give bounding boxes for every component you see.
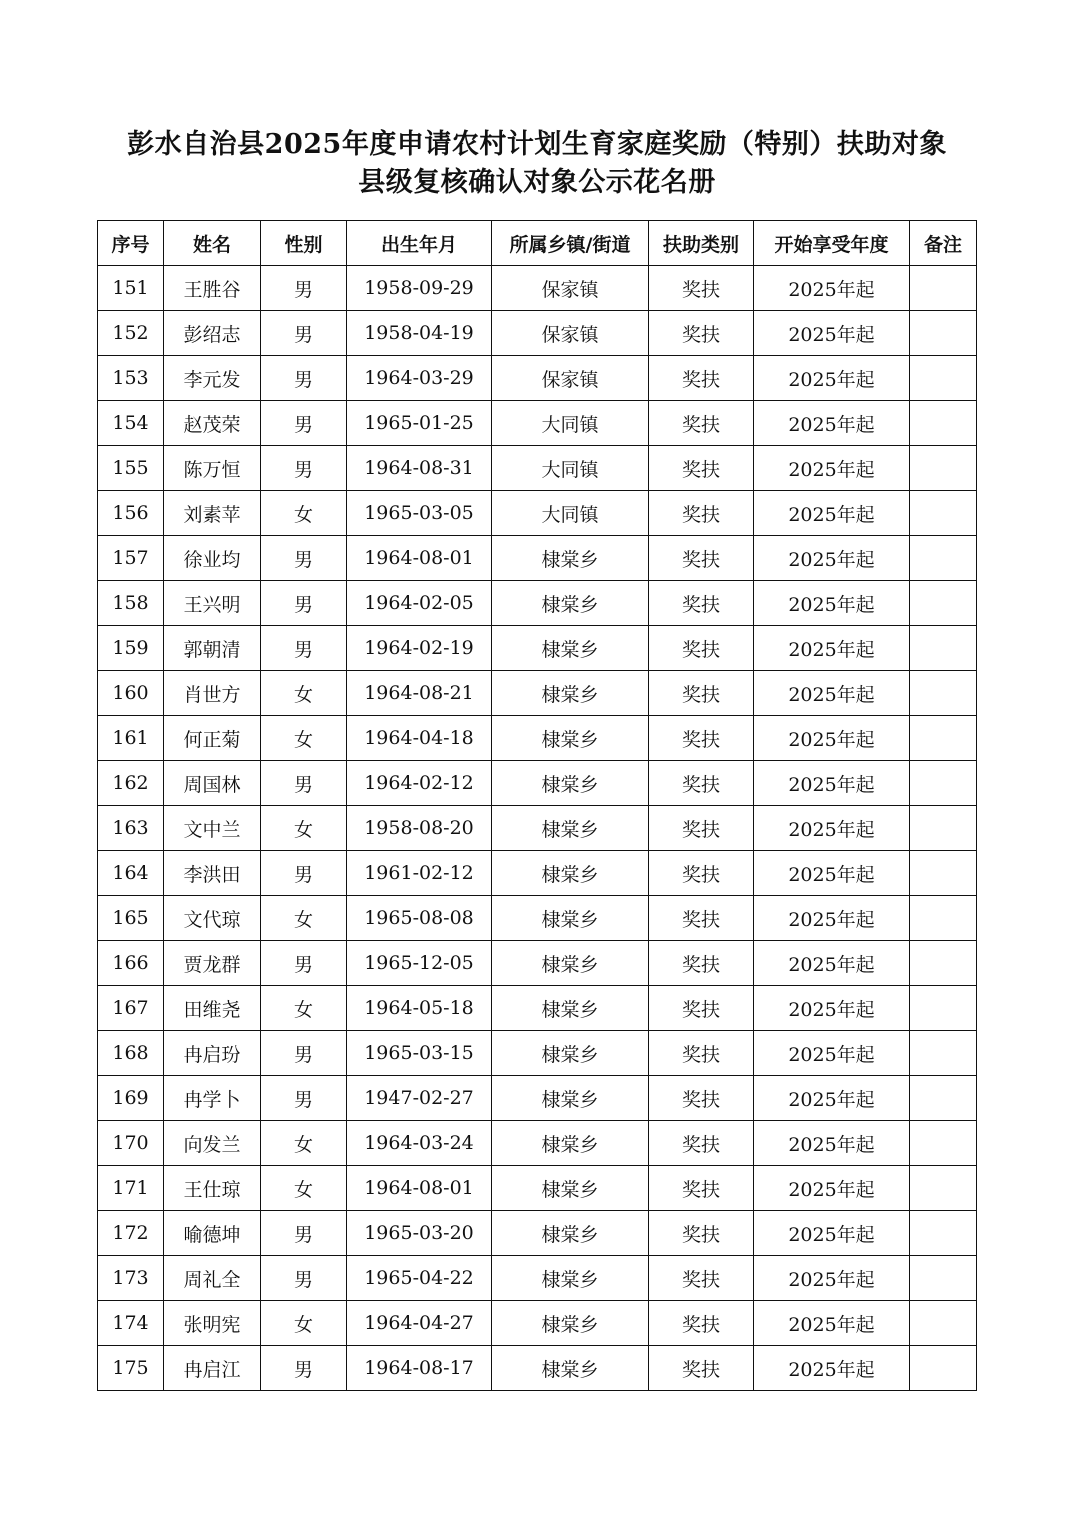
cell-start-year: 2025年起 [754,716,910,761]
cell-remarks [910,626,977,671]
cell-name: 彭绍志 [164,311,261,356]
cell-name: 周礼全 [164,1256,261,1301]
cell-index: 159 [98,626,164,671]
cell-gender: 女 [261,1121,347,1166]
cell-township: 保家镇 [492,311,649,356]
cell-remarks [910,356,977,401]
cell-index: 162 [98,761,164,806]
cell-start-year: 2025年起 [754,1166,910,1211]
cell-index: 154 [98,401,164,446]
table-row [98,1346,977,1391]
cell-birth-date: 1958-04-19 [347,311,492,356]
cell-start-year: 2025年起 [754,1211,910,1256]
cell-gender: 男 [261,266,347,311]
cell-index: 170 [98,1121,164,1166]
table-row [98,851,977,896]
cell-birth-date: 1965-08-08 [347,896,492,941]
header-row [98,221,977,266]
cell-remarks [910,806,977,851]
cell-township: 棣棠乡 [492,626,649,671]
cell-remarks [910,671,977,716]
cell-birth-date: 1965-03-15 [347,1031,492,1076]
cell-name: 文中兰 [164,806,261,851]
cell-township: 棣棠乡 [492,896,649,941]
header-aid-type: 扶助类别 [649,221,754,266]
cell-name: 文代琼 [164,896,261,941]
cell-remarks [910,581,977,626]
cell-township: 棣棠乡 [492,986,649,1031]
table-row [98,491,977,536]
table-row [98,626,977,671]
cell-name: 冉学卜 [164,1076,261,1121]
cell-remarks [910,1076,977,1121]
cell-birth-date: 1964-03-24 [347,1121,492,1166]
cell-aid-type: 奖扶 [649,266,754,311]
cell-index: 172 [98,1211,164,1256]
cell-remarks [910,851,977,896]
cell-index: 168 [98,1031,164,1076]
cell-aid-type: 奖扶 [649,1076,754,1121]
cell-remarks [910,446,977,491]
cell-name: 田维尧 [164,986,261,1031]
cell-start-year: 2025年起 [754,266,910,311]
cell-aid-type: 奖扶 [649,941,754,986]
header-birth-date: 出生年月 [347,221,492,266]
cell-township: 保家镇 [492,356,649,401]
cell-gender: 女 [261,806,347,851]
cell-township: 保家镇 [492,266,649,311]
cell-index: 157 [98,536,164,581]
cell-start-year: 2025年起 [754,851,910,896]
cell-index: 153 [98,356,164,401]
cell-remarks [910,941,977,986]
table-row [98,581,977,626]
cell-birth-date: 1964-02-12 [347,761,492,806]
cell-name: 张明宪 [164,1301,261,1346]
cell-township: 棣棠乡 [492,581,649,626]
cell-aid-type: 奖扶 [649,1211,754,1256]
cell-index: 158 [98,581,164,626]
cell-start-year: 2025年起 [754,491,910,536]
cell-aid-type: 奖扶 [649,491,754,536]
cell-aid-type: 奖扶 [649,806,754,851]
cell-birth-date: 1964-08-17 [347,1346,492,1391]
cell-aid-type: 奖扶 [649,896,754,941]
cell-aid-type: 奖扶 [649,1031,754,1076]
title-line-1: 彭水自治县2025年度申请农村计划生育家庭奖励（特别）扶助对象 [127,129,947,160]
header-township: 所属乡镇/街道 [492,221,649,266]
cell-name: 徐业均 [164,536,261,581]
cell-birth-date: 1964-03-29 [347,356,492,401]
table-row [98,1076,977,1121]
cell-township: 棣棠乡 [492,761,649,806]
cell-start-year: 2025年起 [754,941,910,986]
cell-gender: 男 [261,1346,347,1391]
document-title [0,126,1074,202]
cell-name: 王仕琼 [164,1166,261,1211]
cell-gender: 男 [261,446,347,491]
cell-aid-type: 奖扶 [649,851,754,896]
cell-gender: 男 [261,1076,347,1121]
cell-township: 棣棠乡 [492,536,649,581]
cell-birth-date: 1958-09-29 [347,266,492,311]
cell-index: 156 [98,491,164,536]
cell-gender: 男 [261,356,347,401]
table-row [98,716,977,761]
table-row [98,1166,977,1211]
cell-remarks [910,1211,977,1256]
cell-township: 棣棠乡 [492,941,649,986]
cell-birth-date: 1947-02-27 [347,1076,492,1121]
cell-aid-type: 奖扶 [649,356,754,401]
cell-township: 棣棠乡 [492,1031,649,1076]
cell-index: 169 [98,1076,164,1121]
cell-start-year: 2025年起 [754,1121,910,1166]
cell-aid-type: 奖扶 [649,536,754,581]
cell-gender: 男 [261,941,347,986]
table-row [98,356,977,401]
cell-birth-date: 1964-08-01 [347,1166,492,1211]
cell-start-year: 2025年起 [754,311,910,356]
table-row [98,896,977,941]
cell-index: 151 [98,266,164,311]
cell-birth-date: 1964-04-18 [347,716,492,761]
cell-birth-date: 1965-03-05 [347,491,492,536]
cell-aid-type: 奖扶 [649,1121,754,1166]
cell-birth-date: 1964-05-18 [347,986,492,1031]
cell-start-year: 2025年起 [754,356,910,401]
cell-remarks [910,986,977,1031]
cell-index: 164 [98,851,164,896]
cell-name: 刘素苹 [164,491,261,536]
cell-index: 160 [98,671,164,716]
cell-aid-type: 奖扶 [649,1166,754,1211]
cell-gender: 男 [261,626,347,671]
cell-township: 棣棠乡 [492,806,649,851]
cell-gender: 男 [261,851,347,896]
cell-birth-date: 1964-08-31 [347,446,492,491]
cell-aid-type: 奖扶 [649,626,754,671]
cell-gender: 男 [261,581,347,626]
cell-aid-type: 奖扶 [649,986,754,1031]
cell-aid-type: 奖扶 [649,671,754,716]
cell-birth-date: 1964-08-21 [347,671,492,716]
cell-birth-date: 1964-02-05 [347,581,492,626]
cell-name: 周国林 [164,761,261,806]
cell-name: 喻德坤 [164,1211,261,1256]
cell-name: 冉启玢 [164,1031,261,1076]
cell-index: 155 [98,446,164,491]
cell-township: 大同镇 [492,446,649,491]
cell-name: 郭朝清 [164,626,261,671]
cell-remarks [910,896,977,941]
cell-name: 赵茂荣 [164,401,261,446]
header-index: 序号 [98,221,164,266]
cell-birth-date: 1965-01-25 [347,401,492,446]
header-gender: 性别 [261,221,347,266]
cell-start-year: 2025年起 [754,1076,910,1121]
cell-township: 棣棠乡 [492,1346,649,1391]
table-row [98,1031,977,1076]
cell-index: 166 [98,941,164,986]
cell-gender: 女 [261,1166,347,1211]
cell-start-year: 2025年起 [754,446,910,491]
cell-name: 李元发 [164,356,261,401]
cell-index: 161 [98,716,164,761]
cell-gender: 男 [261,401,347,446]
table-row [98,311,977,356]
cell-gender: 女 [261,491,347,536]
cell-remarks [910,311,977,356]
cell-index: 174 [98,1301,164,1346]
cell-name: 王胜谷 [164,266,261,311]
cell-name: 陈万恒 [164,446,261,491]
cell-gender: 女 [261,1301,347,1346]
table-row [98,1256,977,1301]
cell-name: 何正菊 [164,716,261,761]
cell-gender: 男 [261,311,347,356]
table-row [98,401,977,446]
table-row [98,536,977,581]
cell-start-year: 2025年起 [754,1346,910,1391]
header-name: 姓名 [164,221,261,266]
cell-remarks [910,1166,977,1211]
table-row [98,986,977,1031]
cell-gender: 女 [261,896,347,941]
cell-township: 大同镇 [492,401,649,446]
cell-start-year: 2025年起 [754,536,910,581]
cell-gender: 女 [261,671,347,716]
cell-index: 163 [98,806,164,851]
header-remarks: 备注 [910,221,977,266]
cell-start-year: 2025年起 [754,671,910,716]
cell-township: 大同镇 [492,491,649,536]
cell-township: 棣棠乡 [492,1301,649,1346]
cell-birth-date: 1965-12-05 [347,941,492,986]
cell-aid-type: 奖扶 [649,446,754,491]
cell-township: 棣棠乡 [492,1256,649,1301]
cell-birth-date: 1964-04-27 [347,1301,492,1346]
cell-name: 李洪田 [164,851,261,896]
cell-remarks [910,491,977,536]
cell-township: 棣棠乡 [492,1121,649,1166]
cell-start-year: 2025年起 [754,1256,910,1301]
cell-gender: 男 [261,1031,347,1076]
cell-township: 棣棠乡 [492,671,649,716]
cell-start-year: 2025年起 [754,986,910,1031]
cell-aid-type: 奖扶 [649,716,754,761]
cell-remarks [910,1031,977,1076]
cell-gender: 男 [261,1256,347,1301]
cell-birth-date: 1965-03-20 [347,1211,492,1256]
cell-remarks [910,266,977,311]
cell-township: 棣棠乡 [492,1211,649,1256]
cell-start-year: 2025年起 [754,806,910,851]
cell-gender: 男 [261,761,347,806]
table-row [98,1301,977,1346]
table-row [98,1121,977,1166]
cell-index: 175 [98,1346,164,1391]
cell-township: 棣棠乡 [492,716,649,761]
cell-remarks [910,1121,977,1166]
cell-name: 肖世方 [164,671,261,716]
cell-remarks [910,716,977,761]
roster-body [98,266,977,1391]
header-start-year: 开始享受年度 [754,221,910,266]
cell-remarks [910,1256,977,1301]
cell-birth-date: 1958-08-20 [347,806,492,851]
cell-aid-type: 奖扶 [649,1301,754,1346]
cell-birth-date: 1964-08-01 [347,536,492,581]
cell-start-year: 2025年起 [754,896,910,941]
cell-name: 冉启江 [164,1346,261,1391]
cell-index: 152 [98,311,164,356]
table-row [98,671,977,716]
cell-remarks [910,1301,977,1346]
cell-gender: 男 [261,536,347,581]
cell-township: 棣棠乡 [492,851,649,896]
cell-remarks [910,401,977,446]
roster-table [97,220,977,1391]
cell-gender: 男 [261,1211,347,1256]
cell-aid-type: 奖扶 [649,401,754,446]
table-row [98,1211,977,1256]
cell-index: 171 [98,1166,164,1211]
table-row [98,806,977,851]
cell-aid-type: 奖扶 [649,311,754,356]
cell-aid-type: 奖扶 [649,761,754,806]
cell-start-year: 2025年起 [754,581,910,626]
cell-township: 棣棠乡 [492,1166,649,1211]
table-row [98,446,977,491]
cell-start-year: 2025年起 [754,626,910,671]
cell-index: 167 [98,986,164,1031]
cell-aid-type: 奖扶 [649,1256,754,1301]
cell-start-year: 2025年起 [754,1031,910,1076]
cell-birth-date: 1961-02-12 [347,851,492,896]
cell-remarks [910,536,977,581]
cell-birth-date: 1964-02-19 [347,626,492,671]
cell-start-year: 2025年起 [754,401,910,446]
cell-name: 王兴明 [164,581,261,626]
cell-aid-type: 奖扶 [649,581,754,626]
cell-birth-date: 1965-04-22 [347,1256,492,1301]
cell-township: 棣棠乡 [492,1076,649,1121]
cell-index: 165 [98,896,164,941]
table-row [98,761,977,806]
table-row [98,941,977,986]
cell-gender: 女 [261,986,347,1031]
cell-remarks [910,761,977,806]
cell-name: 贾龙群 [164,941,261,986]
cell-start-year: 2025年起 [754,1301,910,1346]
cell-index: 173 [98,1256,164,1301]
title-line-2: 县级复核确认对象公示花名册 [358,167,716,198]
cell-remarks [910,1346,977,1391]
table-row [98,266,977,311]
cell-gender: 女 [261,716,347,761]
cell-start-year: 2025年起 [754,761,910,806]
cell-name: 向发兰 [164,1121,261,1166]
cell-aid-type: 奖扶 [649,1346,754,1391]
